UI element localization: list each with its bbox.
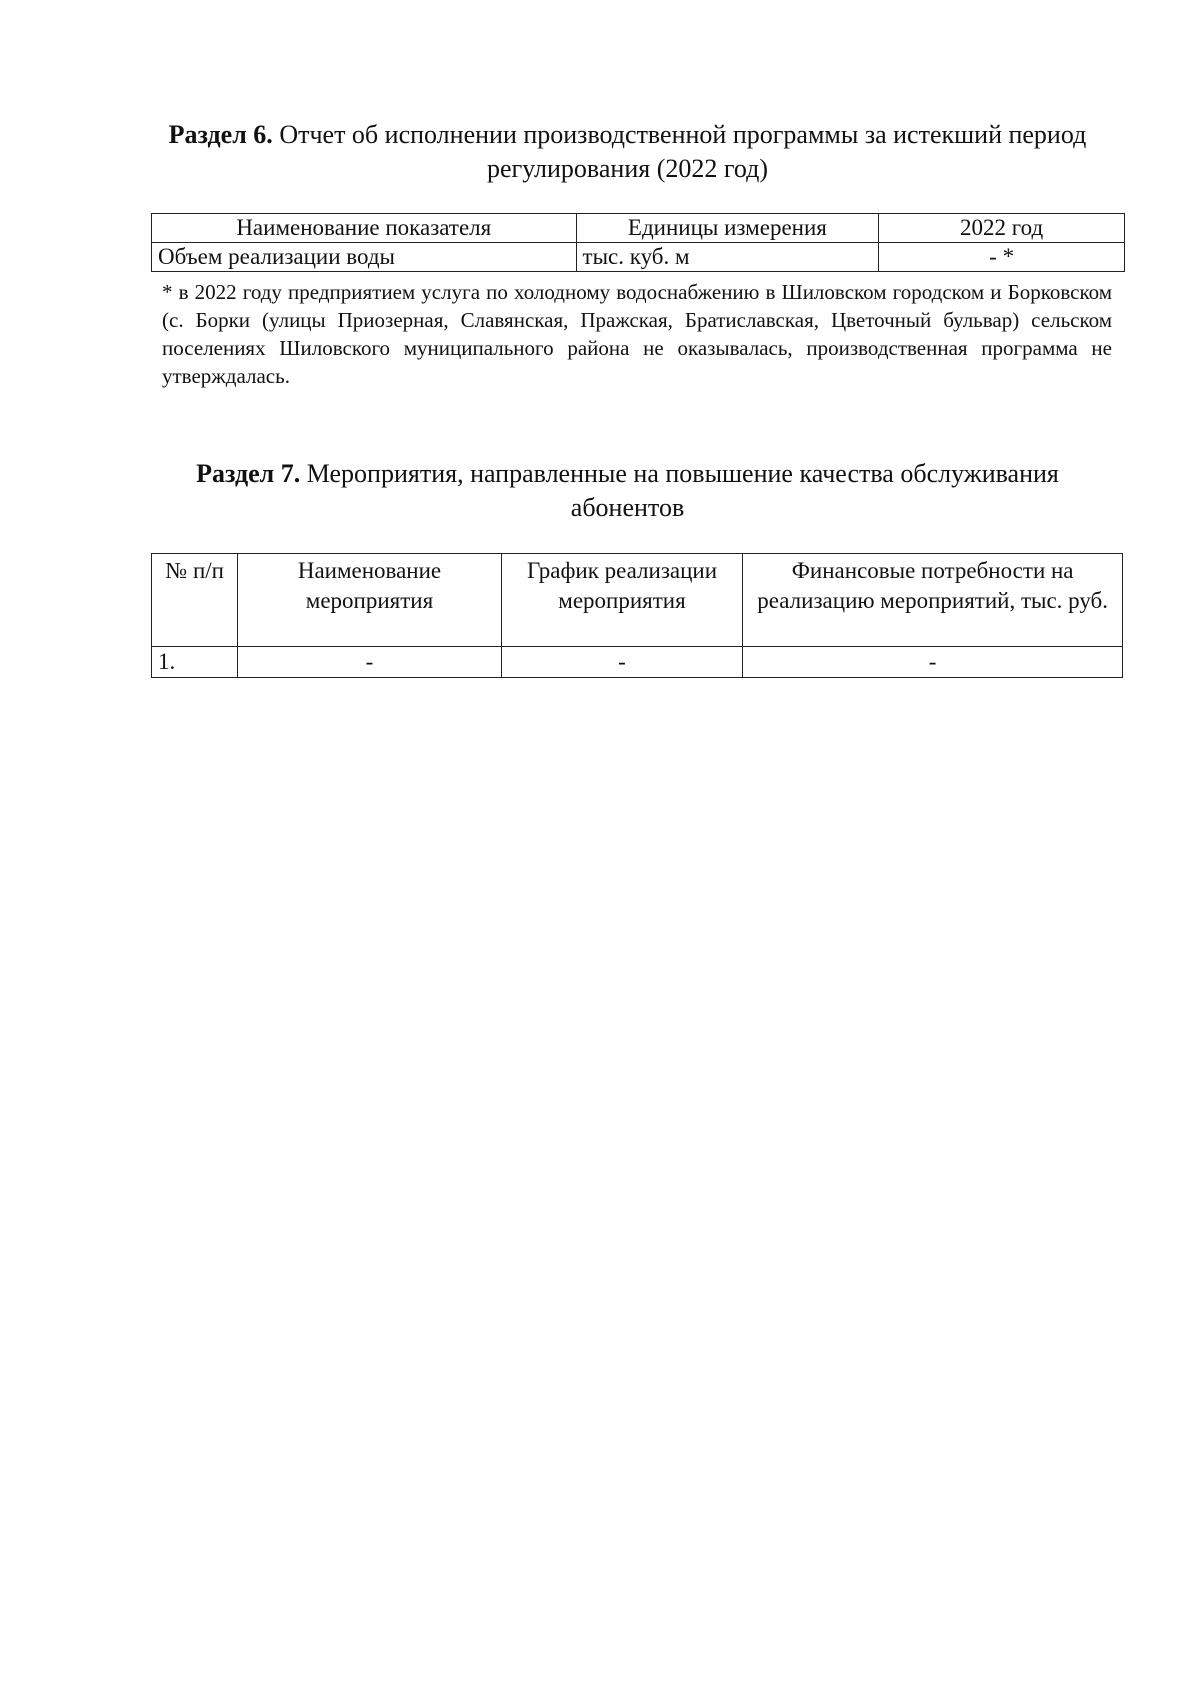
- header-units: Единицы измерения: [576, 214, 879, 243]
- section-6-heading: [150, 118, 1105, 186]
- section-6-title: Отчет об исполнении производственной программы за истекший период регулирования (2022 год): [279, 120, 1087, 183]
- cell-units: тыс. куб. м: [576, 243, 879, 272]
- cell-activity-name: -: [238, 647, 501, 678]
- activities-table: [151, 553, 1123, 678]
- cell-indicator-name: Объем реализации воды: [152, 243, 577, 272]
- cell-schedule: -: [501, 647, 743, 678]
- section-7-label: Раздел 7.: [196, 459, 301, 488]
- cell-number: 1.: [152, 647, 238, 678]
- header-number: № п/п: [152, 554, 238, 647]
- cell-financial-needs: -: [743, 647, 1123, 678]
- section-7-title: Мероприятия, направленные на повышение качества обслуживания абонентов: [306, 459, 1059, 522]
- cell-year-value: - *: [879, 243, 1125, 272]
- header-financial-needs: Финансовые потребности на реализацию мероприятий, тыс. руб.: [743, 554, 1123, 647]
- section-7-heading: [150, 457, 1105, 525]
- header-activity-name: Наименование мероприятия: [238, 554, 501, 647]
- table-row: [152, 647, 1123, 678]
- section-6-footnote: * в 2022 году предприятием услуга по холодному водоснабжению в Шиловском городском и Борковском (с. Борки (улицы Приозерная, Славянская, Пражская, Братиславская, Цветочный бульвар) сельском поселениях Шиловского муниципального района не оказывалась, производственная программа не утверждалась.: [162, 280, 1112, 388]
- table-row: [152, 243, 1125, 272]
- section-6-label: Раздел 6.: [168, 120, 273, 149]
- header-schedule: График реализации мероприятия: [501, 554, 743, 647]
- production-program-table: [151, 213, 1125, 272]
- header-year-2022: 2022 год: [879, 214, 1125, 243]
- table-header-row: [152, 554, 1123, 647]
- header-indicator-name: Наименование показателя: [152, 214, 577, 243]
- table-header-row: [152, 214, 1125, 243]
